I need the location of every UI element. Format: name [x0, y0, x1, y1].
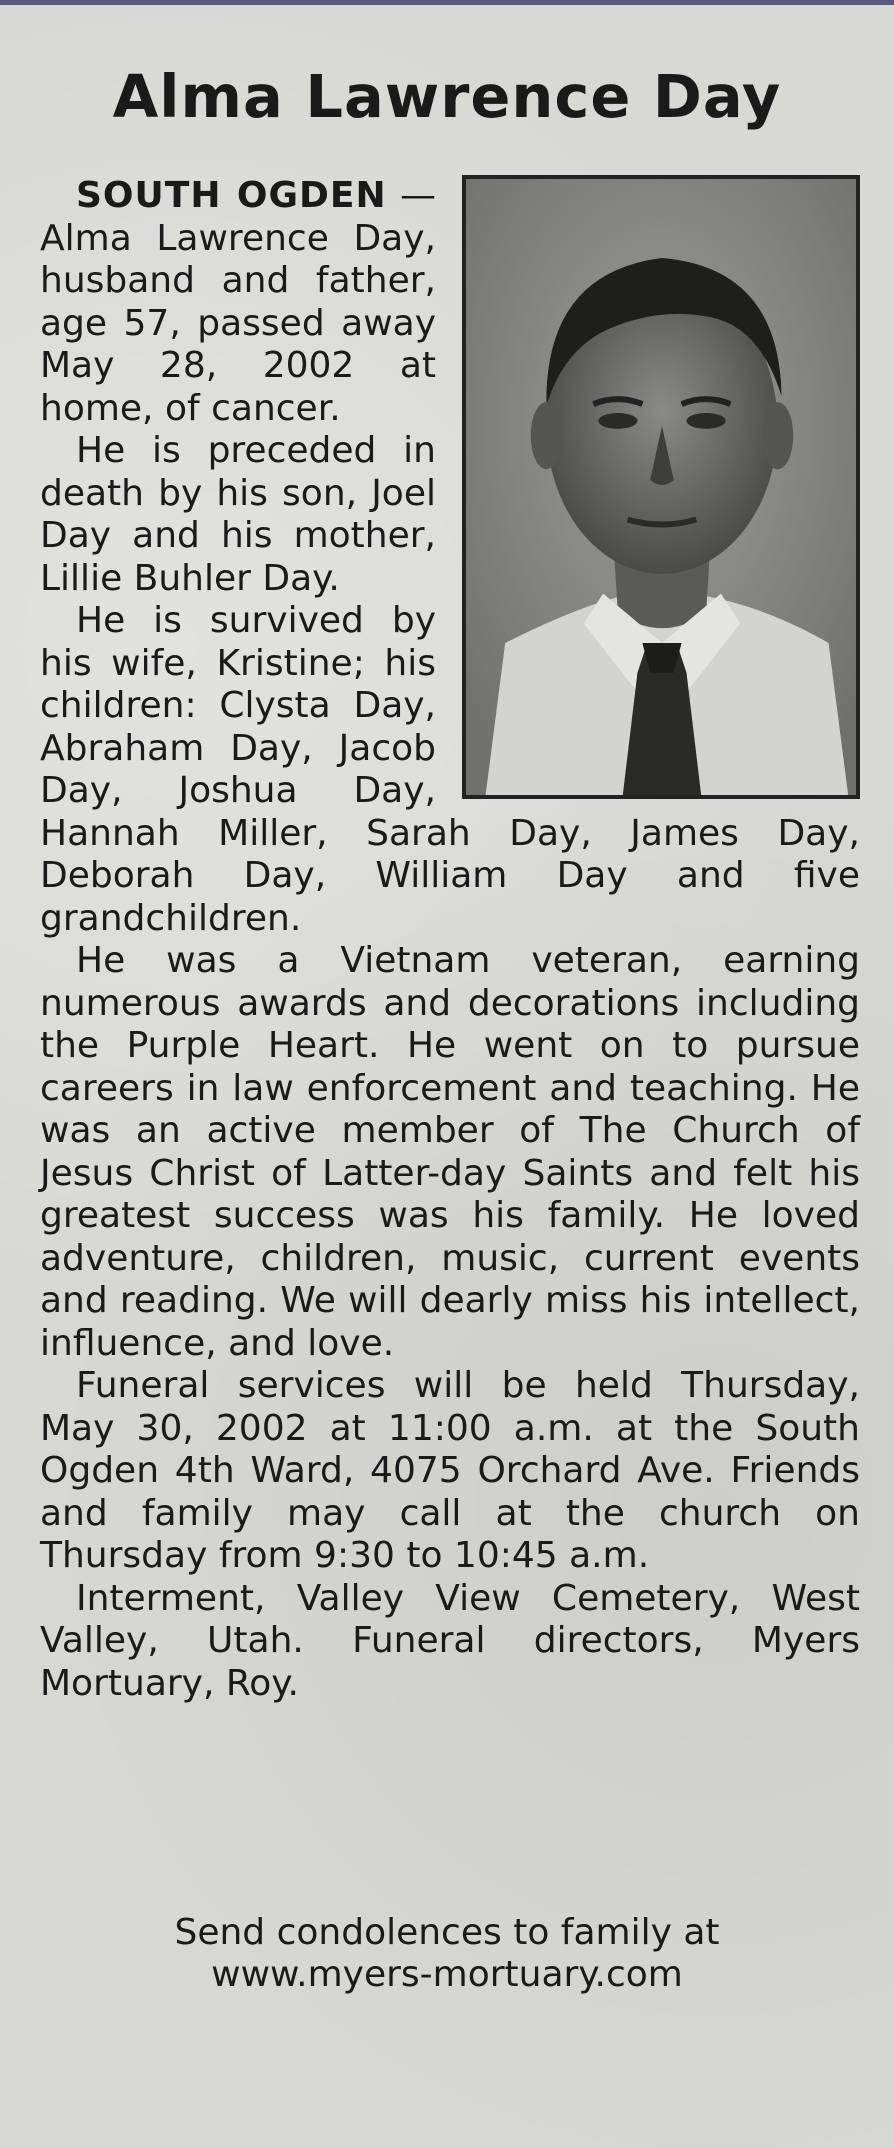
portrait-photo — [462, 175, 860, 799]
portrait-photo-image — [466, 179, 856, 795]
mortuary-website: www.myers-mortuary.com — [211, 1954, 683, 1995]
paragraph-2: He is preceded in death by his son, Joel Day and his mother, Lillie Buhler Day. — [40, 430, 436, 599]
obituary-body — [40, 175, 860, 1705]
condolences-note — [0, 1912, 894, 1996]
paragraph-4: He was a Vietnam veteran, earning numerous awards and decorations including the Purple Heart. He went on to pursue careers in law enforcement and teaching. He was an active member of The Church of Jesus Christ of Latter-day Saints and felt his greatest success was his family. He loved adventure, children, music, current events and reading. We will dearly miss his intellect, influence, and love. — [40, 940, 860, 1364]
paragraph-1-text: Alma Lawrence Day, husband and father, age 57, passed away May 28, 2002 at home, of cancer. — [40, 217, 436, 429]
top-rule — [0, 0, 894, 5]
dateline-dash: — — [386, 175, 436, 216]
condolences-line: Send condolences to family at — [174, 1912, 720, 1953]
obituary-title: Alma Lawrence Day — [112, 62, 782, 131]
paragraph-6: Interment, Valley View Cemetery, West Valley, Utah. Funeral directors, Myers Mortuary, Roy. — [40, 1577, 860, 1704]
paragraph-5: Funeral services will be held Thursday, May 30, 2002 at 11:00 a.m. at the South Ogden 4th Ward, 4075 Orchard Ave. Friends and family may call at the church on Thursday from 9:30 to 10:45 a.m. — [40, 1365, 860, 1576]
dateline: SOUTH OGDEN — [76, 175, 387, 216]
paragraph-3: He is survived by his wife, Kristine; his children: Clysta Day, Abraham Day, Jacob Day, Joshua Day, Hannah Miller, Sarah Day, James Day, Deborah Day, William Day and five grandchildren. — [40, 600, 860, 939]
